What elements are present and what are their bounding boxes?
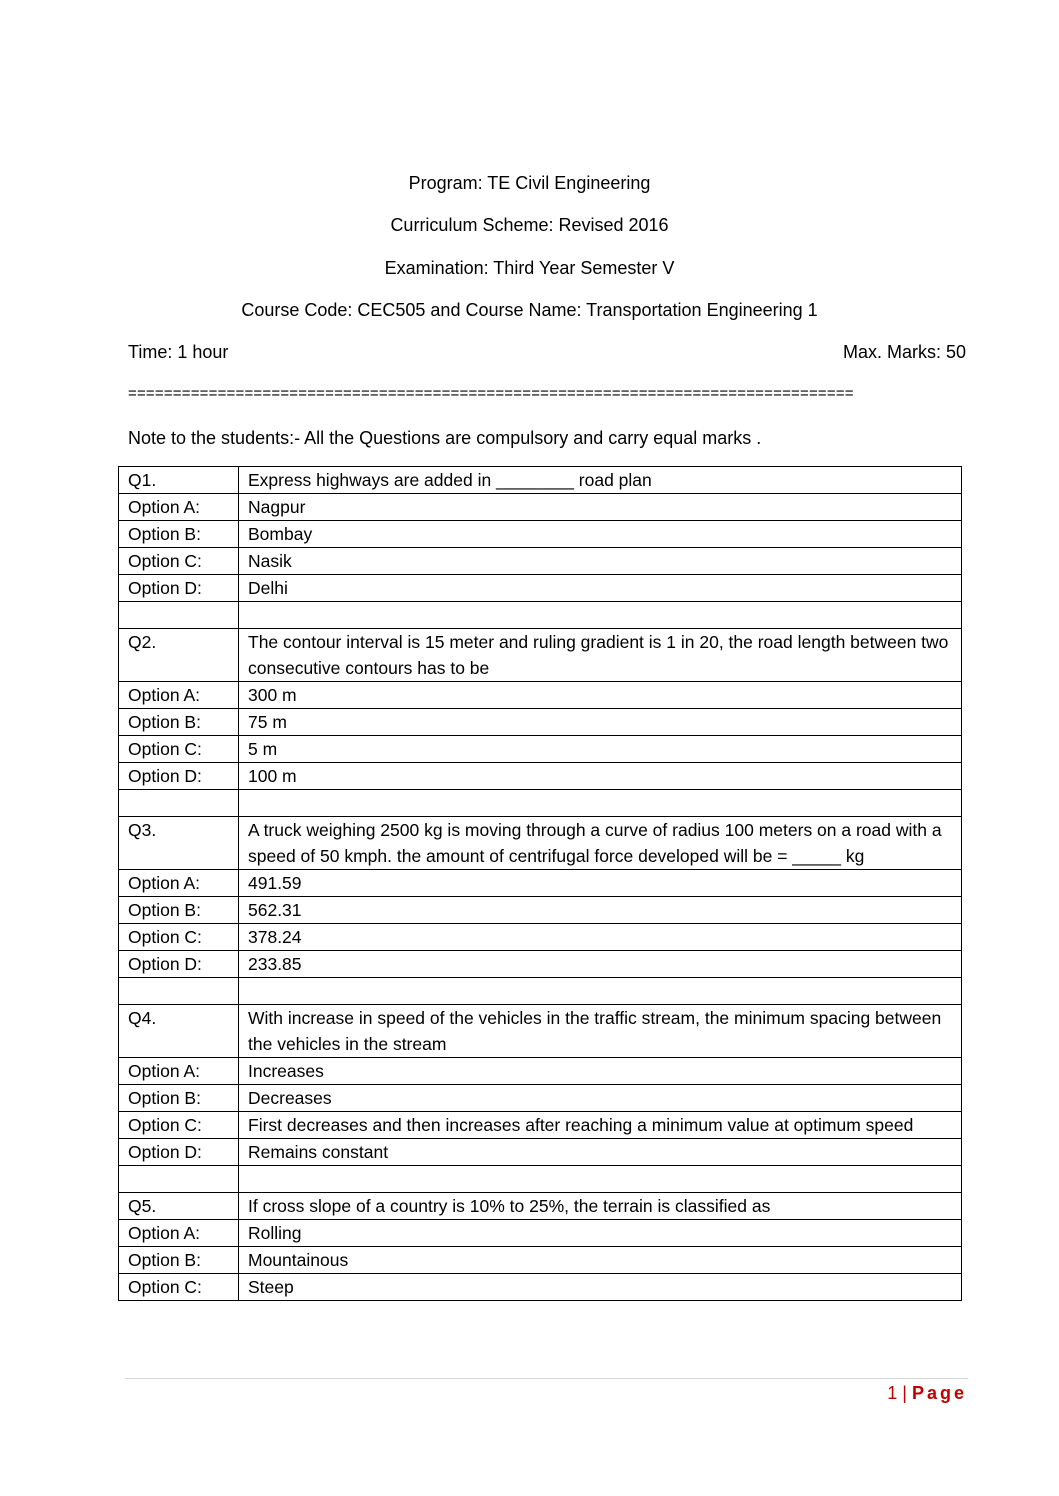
program-line: Program: TE Civil Engineering	[408, 173, 651, 193]
option-label: Option D:	[119, 951, 239, 978]
option-row	[119, 548, 962, 575]
option-row	[119, 682, 962, 709]
option-text: Nasik	[239, 548, 962, 575]
option-row	[119, 1139, 962, 1166]
question-label: Q5.	[119, 1193, 239, 1220]
option-label: Option D:	[119, 763, 239, 790]
examination-line: Examination: Third Year Semester V	[384, 258, 675, 278]
option-label: Option B:	[119, 897, 239, 924]
question-label: Q3.	[119, 817, 239, 870]
option-text: Mountainous	[239, 1247, 962, 1274]
option-text: Nagpur	[239, 494, 962, 521]
option-label: Option A:	[119, 1220, 239, 1247]
max-marks-label: Max. Marks: 50	[842, 342, 966, 362]
option-row	[119, 951, 962, 978]
option-label: Option C:	[119, 548, 239, 575]
option-text: Delhi	[239, 575, 962, 602]
question-text: A truck weighing 2500 kg is moving through a curve of radius 100 meters on a road with a speed of 50 kmph. the amount of centrifugal force developed will be = _____ kg	[239, 817, 962, 870]
option-label: Option C:	[119, 1112, 239, 1139]
question-row	[119, 467, 962, 494]
footer-divider	[125, 1378, 968, 1379]
option-row	[119, 575, 962, 602]
option-row	[119, 1220, 962, 1247]
option-text: Increases	[239, 1058, 962, 1085]
question-text: Express highways are added in ________ road plan	[239, 467, 962, 494]
option-text: Decreases	[239, 1085, 962, 1112]
option-row	[119, 1058, 962, 1085]
question-row	[119, 1193, 962, 1220]
question-label: Q4.	[119, 1005, 239, 1058]
option-label: Option B:	[119, 709, 239, 736]
option-text: Steep	[239, 1274, 962, 1301]
option-row	[119, 1085, 962, 1112]
option-text: 378.24	[239, 924, 962, 951]
option-label: Option C:	[119, 924, 239, 951]
option-text: Rolling	[239, 1220, 962, 1247]
question-text: If cross slope of a country is 10% to 25%, the terrain is classified as	[239, 1193, 962, 1220]
option-row	[119, 1274, 962, 1301]
option-label: Option C:	[119, 736, 239, 763]
option-text: Remains constant	[239, 1139, 962, 1166]
question-text: The contour interval is 15 meter and ruling gradient is 1 in 20, the road length between two consecutive contours has to be	[239, 629, 962, 682]
page-footer	[887, 1382, 967, 1404]
option-text: First decreases and then increases after reaching a minimum value at optimum speed	[239, 1112, 962, 1139]
option-text: 75 m	[239, 709, 962, 736]
question-label: Q1.	[119, 467, 239, 494]
option-text: 562.31	[239, 897, 962, 924]
question-label: Q2.	[119, 629, 239, 682]
option-text: 491.59	[239, 870, 962, 897]
time-label: Time: 1 hour	[128, 342, 229, 362]
blank-row	[119, 1166, 962, 1193]
option-row	[119, 924, 962, 951]
question-row	[119, 1005, 962, 1058]
option-row	[119, 709, 962, 736]
blank-row	[119, 790, 962, 817]
course-line: Course Code: CEC505 and Course Name: Transportation Engineering 1	[241, 300, 818, 320]
option-row	[119, 870, 962, 897]
option-row	[119, 521, 962, 548]
option-label: Option A:	[119, 1058, 239, 1085]
time-marks-row	[128, 341, 966, 365]
page-word: Page	[911, 1383, 967, 1403]
option-row	[119, 736, 962, 763]
option-row	[119, 763, 962, 790]
option-row	[119, 897, 962, 924]
option-label: Option B:	[119, 1247, 239, 1274]
separator-line: =================================================================================	[128, 385, 854, 402]
option-text: 300 m	[239, 682, 962, 709]
option-text: Bombay	[239, 521, 962, 548]
blank-row	[119, 978, 962, 1005]
page-separator: |	[897, 1383, 912, 1403]
question-text: With increase in speed of the vehicles in the traffic stream, the minimum spacing between the vehicles in the stream	[239, 1005, 962, 1058]
question-row	[119, 817, 962, 870]
option-label: Option D:	[119, 575, 239, 602]
option-label: Option A:	[119, 494, 239, 521]
option-text: 233.85	[239, 951, 962, 978]
questions-table	[118, 466, 962, 1301]
option-text: 5 m	[239, 736, 962, 763]
blank-row	[119, 602, 962, 629]
option-row	[119, 1247, 962, 1274]
option-label: Option A:	[119, 682, 239, 709]
note-to-students: Note to the students:- All the Questions are compulsory and carry equal marks .	[128, 428, 762, 448]
option-label: Option B:	[119, 1085, 239, 1112]
option-label: Option D:	[119, 1139, 239, 1166]
option-row	[119, 494, 962, 521]
option-label: Option A:	[119, 870, 239, 897]
option-text: 100 m	[239, 763, 962, 790]
option-label: Option B:	[119, 521, 239, 548]
option-label: Option C:	[119, 1274, 239, 1301]
question-row	[119, 629, 962, 682]
page-number: 1	[887, 1383, 898, 1403]
curriculum-line: Curriculum Scheme: Revised 2016	[390, 215, 669, 235]
option-row	[119, 1112, 962, 1139]
